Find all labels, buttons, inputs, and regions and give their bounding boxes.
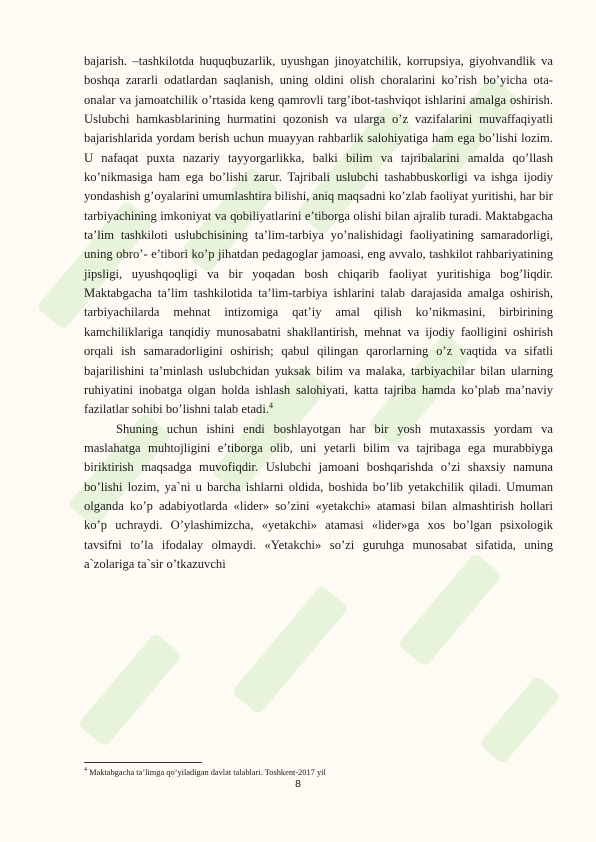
footnote-text: Maktabgacha ta’limga qo’yiladigan davlat talablari. Toshkent-2017 yil	[89, 767, 326, 777]
paragraph-text: bajarish. –tashkilotda huquqbuzarlik, uyushgan jinoyatchilik, korrupsiya, giyohvandlik va boshqa zararli odatlardan saqlanish, uning oldini olish choralarini ko’rish bo’yicha ota-onalar va jamoatchilik o’rtasida keng qamrovli targ’ibot-tashviqot ishlarini amalga oshirish. Uslubchi hamkasblarining hurmatini qozonish va ularga o’z vazifalarini muvaffaqiyatli bajarishlarida yordam berish uchun muayyan rahbarlik salohiyatiga ham ega bo’lishi lozim. U nafaqat puxta nazariy tayyorgarlikka, balki bilim va tajribalarini amalda qo’llash ko’nikmasiga ham ega bo’lishi zarur. Tajribali uslubchi tashabbuskorligi va ishga ijodiy yondashish g’oyalarini umumlashtira bilishi, aniq maqsadni ko’zlab faoliyat yuritishi, har bir tarbiyachining imkoniyat va qobiliyatlarini e’tiborga olishi bilan ajralib turadi. Maktabgacha ta’lim tashkiloti uslubchisining ta’lim-tarbiya yo’nalishidagi faoliyatining samaradorligi, uning obro’- e’tibori ko’p jihatdan pedagoglar jamoasi, eng avvalo, tashkilot rahbariyatining jipsligi, uyushqoqligi va bir yoqadan bosh chiqarib faoliyat yuritishiga bog’liqdir. Maktabgacha ta’lim tashkilotida ta’lim-tarbiya ishlarini talab darajasida amalga oshirish, tarbiyachilarda mehnat intizomiga qat’iy amal qilish ko’nikmasini, birbirining kamchiliklariga tanqidiy munosabatni shakllantirish, mehnat va ijodiy faolligini oshirish orqali ish samaradorligini oshirish; qabul qilingan qarorlarning o’z vaqtida va sifatli bajarilishini ta’minlash uslubchidan yuksak bilim va malaka, tarbiyachilar bilan ularning ruhiyatini inobatga olgan holda ishlash salohiyati, katta tajriba hamda ko’plab ma’naviy fazilatlar sohibi bo’lishni talab etadi.	[84, 54, 553, 417]
body-paragraph	[84, 52, 553, 420]
body-paragraph	[84, 420, 553, 575]
footnote-reference[interactable]: 4	[269, 401, 274, 410]
page-number: 8	[295, 778, 301, 790]
footnote-number: 4	[84, 767, 87, 773]
page-body	[84, 52, 553, 574]
footnote-divider	[84, 762, 202, 763]
paragraph-text: Shuning uchun ishini endi boshlayotgan har bir yosh mutaxassis yordam va maslahatga muhtojligini e’tiborga olib, uni yetarli bilim va tajribaga ega murabbiyga biriktirish maqsadga muvofiqdir. Uslubchi jamoani boshqarishda o’zi shaxsiy namuna bo’lishi lozim, ya`ni u barcha ishlarni oldida, boshida bo’lib yetakchilik qiladi. Umuman olganda ko’p adabiyotlarda «lider» so’zini «yetakchi» atamasi bilan almashtirish hollari ko’p uchraydi. O’ylashimizcha, «yetakchi» atamasi «lider»ga xos bo’lgan psixologik tavsifni to’la ifodalay olmaydi. «Yetakchi» so’zi guruhga munosabat sifatida, uning a`zolariga ta`sir o’tkazuvchi	[84, 421, 553, 571]
footnote	[84, 765, 554, 778]
